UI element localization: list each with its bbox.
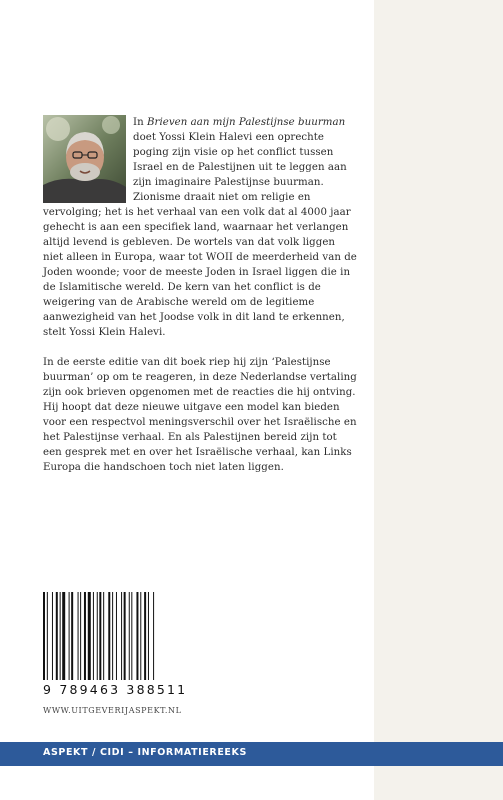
intro-body: doet Yossi Klein Halevi een oprechte poging zijn visie op het conflict tussen Israel en de Palestijnen uit te leggen aan zijn imaginaire Palestijnse buurman. Zionisme draait niet om religie en vervolging; het is het verhaal van een volk dat al 4000 jaar gehecht is aan een specifiek land, waarnaar het verlangen altijd levend is gebleven. De wortels van dat volk liggen niet alleen in Europa, waar tot WOII de meerderheid van de Joden woonde; voor de meeste Joden in Israel liggen die in de Islamitische wereld. De kern van het conflict is de weigering van de Arabische wereld om de legitieme aanwezigheid van het Joodse volk in dit land te erkennen, stelt Yossi Klein Halevi. (43, 132, 357, 338)
series-bar (0, 742, 503, 766)
series-label: ASPEKT / CIDI – INFORMATIEREEKS (43, 747, 247, 758)
barcode-number: 9 789463 388511 (43, 682, 188, 697)
book-title: Brieven aan mijn Palestijnse buurman (146, 117, 346, 128)
spine-area (374, 0, 503, 800)
barcode (43, 592, 188, 697)
intro-prefix: In (133, 117, 147, 128)
description-text (43, 115, 357, 475)
publisher-website: WWW.UITGEVERIJASPEKT.NL (43, 706, 182, 715)
second-paragraph: In de eerste editie van dit boek riep hij zijn ‘Palestijnse buurman’ op om te reageren, in deze Nederlandse vertaling zijn ook brieven opgenomen met de reacties die hij ontving. Hij hoopt dat deze nieuwe uitgave een model kan bieden voor een respectvol meningsverschil over het Israëlische en het Palestijnse verhaal. En als Palestijnen bereid zijn tot een gesprek met en over het Israëlische verhaal, kan Links Europa die handschoen toch niet laten liggen. (43, 357, 357, 473)
barcode-bars (43, 592, 183, 680)
